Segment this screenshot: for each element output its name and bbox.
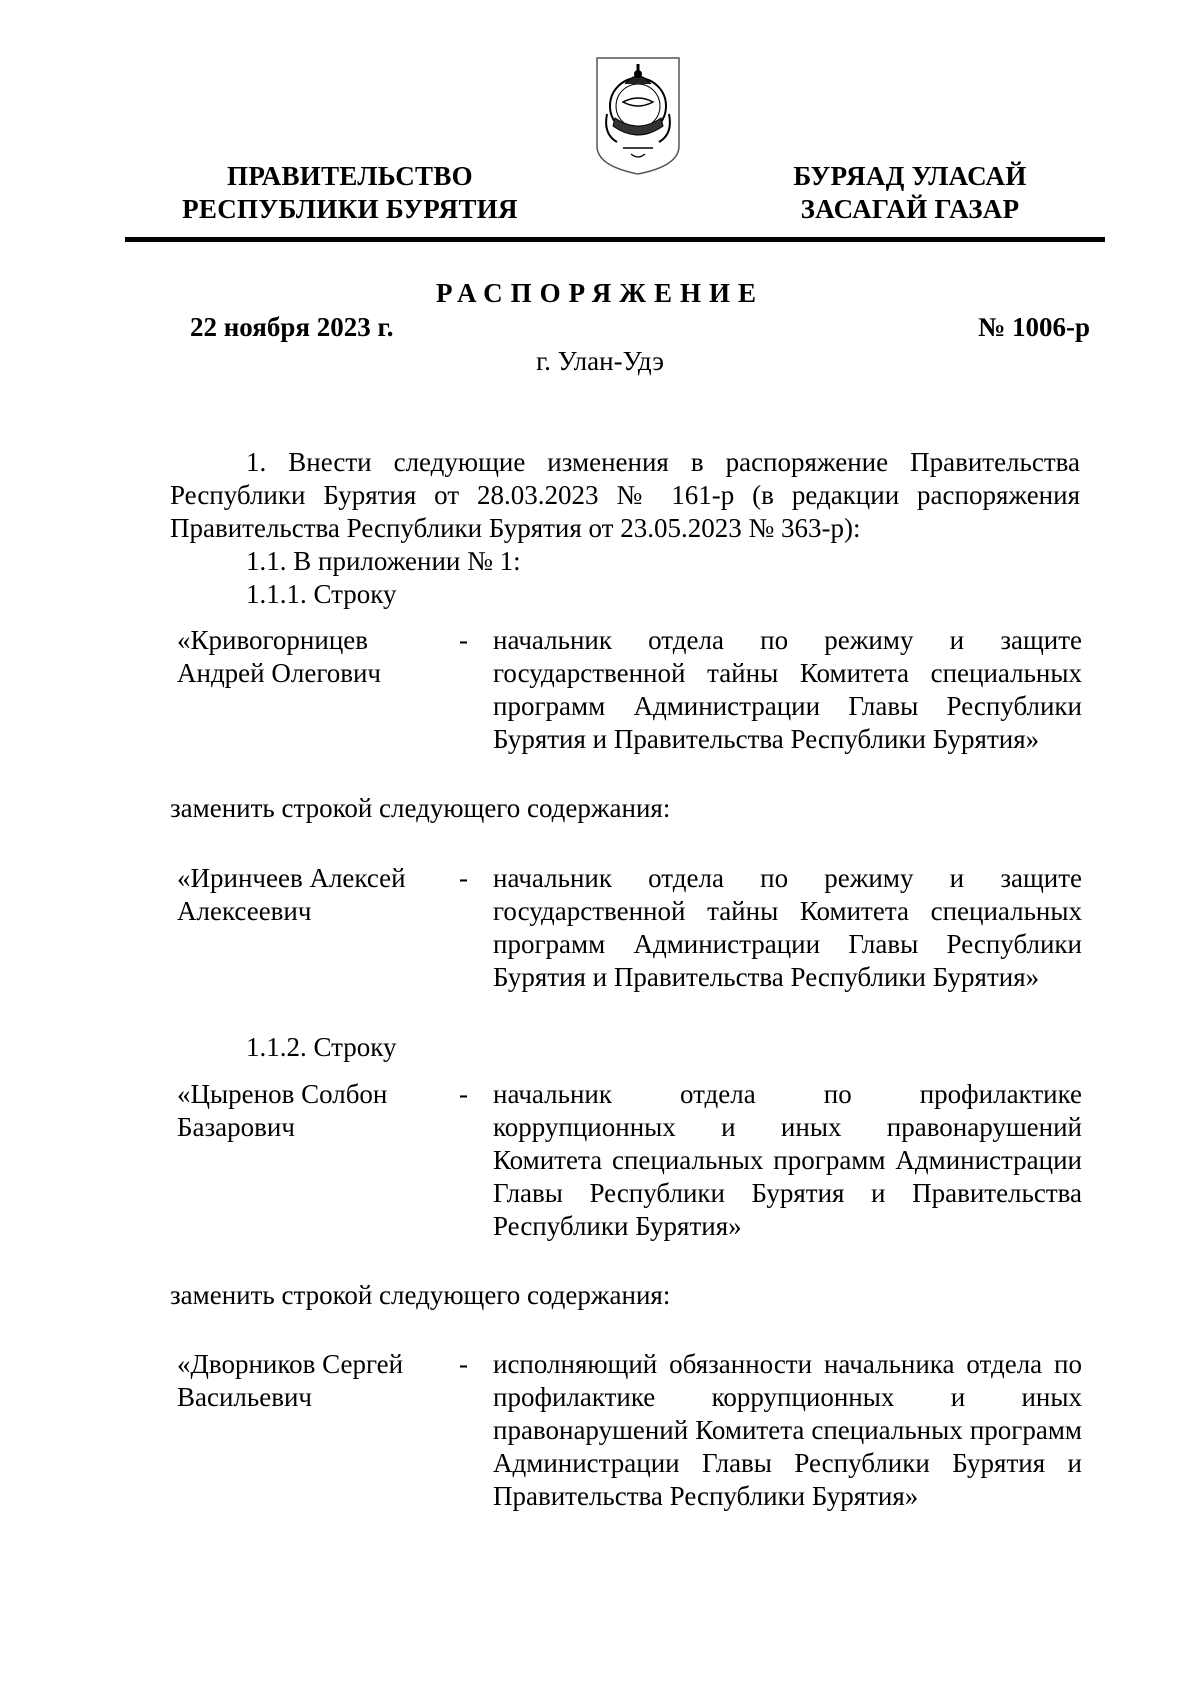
entry-dash: - xyxy=(459,863,468,893)
document-title: РАСПОРЯЖЕНИЕ xyxy=(435,278,765,308)
government-name-line1: ПРАВИТЕЛЬСТВО xyxy=(227,161,473,191)
entry-person-name: «Иринчеев Алексей Алексеевич xyxy=(177,863,406,926)
government-name-buryat-line2: ЗАСАГАЙ ГАЗАР xyxy=(800,194,1020,224)
entry-dash: - xyxy=(459,1349,468,1379)
paragraph-1-1-2: 1.1.2. Строку xyxy=(246,1032,397,1062)
entry-person-name: «Кривогорницев Андрей Олегович xyxy=(177,625,382,688)
government-name-line2: РЕСПУБЛИКИ БУРЯТИЯ xyxy=(182,194,518,224)
coat-of-arms-emblem xyxy=(593,54,683,178)
entry-position: начальник отдела по режиму и защите государственной тайны Комитета специальных программ Администрации Главы Республики Бурятия и Правительства Республики Бурятия» xyxy=(493,863,1082,992)
entry-position: начальник отдела по режиму и защите государственной тайны Комитета специальных программ Администрации Главы Республики Бурятия и Правительства Республики Бурятия» xyxy=(493,625,1082,754)
document-number: № 1006-р xyxy=(978,312,1090,342)
replace-instruction-1: заменить строкой следующего содержания: xyxy=(170,793,671,823)
entry-position: начальник отдела по профилактике коррупционных и иных правонарушений Комитета специальных программ Администрации Главы Республики Бурятия и Правительства Республики Бурятия» xyxy=(493,1079,1082,1241)
document-date: 22 ноября 2023 г. xyxy=(190,312,394,342)
document-city: г. Улан-Удэ xyxy=(536,346,664,376)
paragraph-1-1-1: 1.1.1. Строку xyxy=(246,579,397,609)
header-divider xyxy=(125,237,1105,242)
government-name-buryat xyxy=(755,160,1065,226)
entry-person-name: «Цыренов Солбон Базарович xyxy=(177,1079,388,1142)
entry-person-name: «Дворников Сергей Васильевич xyxy=(177,1349,404,1412)
entry-position: исполняющий обязанности начальника отдела по профилактике коррупционных и иных правонарушений Комитета специальных программ Администрации Главы Республики Бурятия и Правительства Республики Бурятия» xyxy=(493,1349,1082,1511)
entry-dash: - xyxy=(459,1079,468,1109)
paragraph-1-1: 1.1. В приложении № 1: xyxy=(246,546,521,576)
replace-instruction-2: заменить строкой следующего содержания: xyxy=(170,1280,671,1310)
government-name-buryat-line1: БУРЯАД УЛАСАЙ xyxy=(793,161,1027,191)
paragraph-1: 1. Внести следующие изменения в распоряжение Правительства Республики Бурятия от 28.03.2023 № 161-р (в редакции распоряжения Правительства Республики Бурятия от 23.05.2023 № 363-р): xyxy=(170,447,1080,543)
government-name-russian xyxy=(165,160,535,226)
entry-dash: - xyxy=(459,625,468,655)
